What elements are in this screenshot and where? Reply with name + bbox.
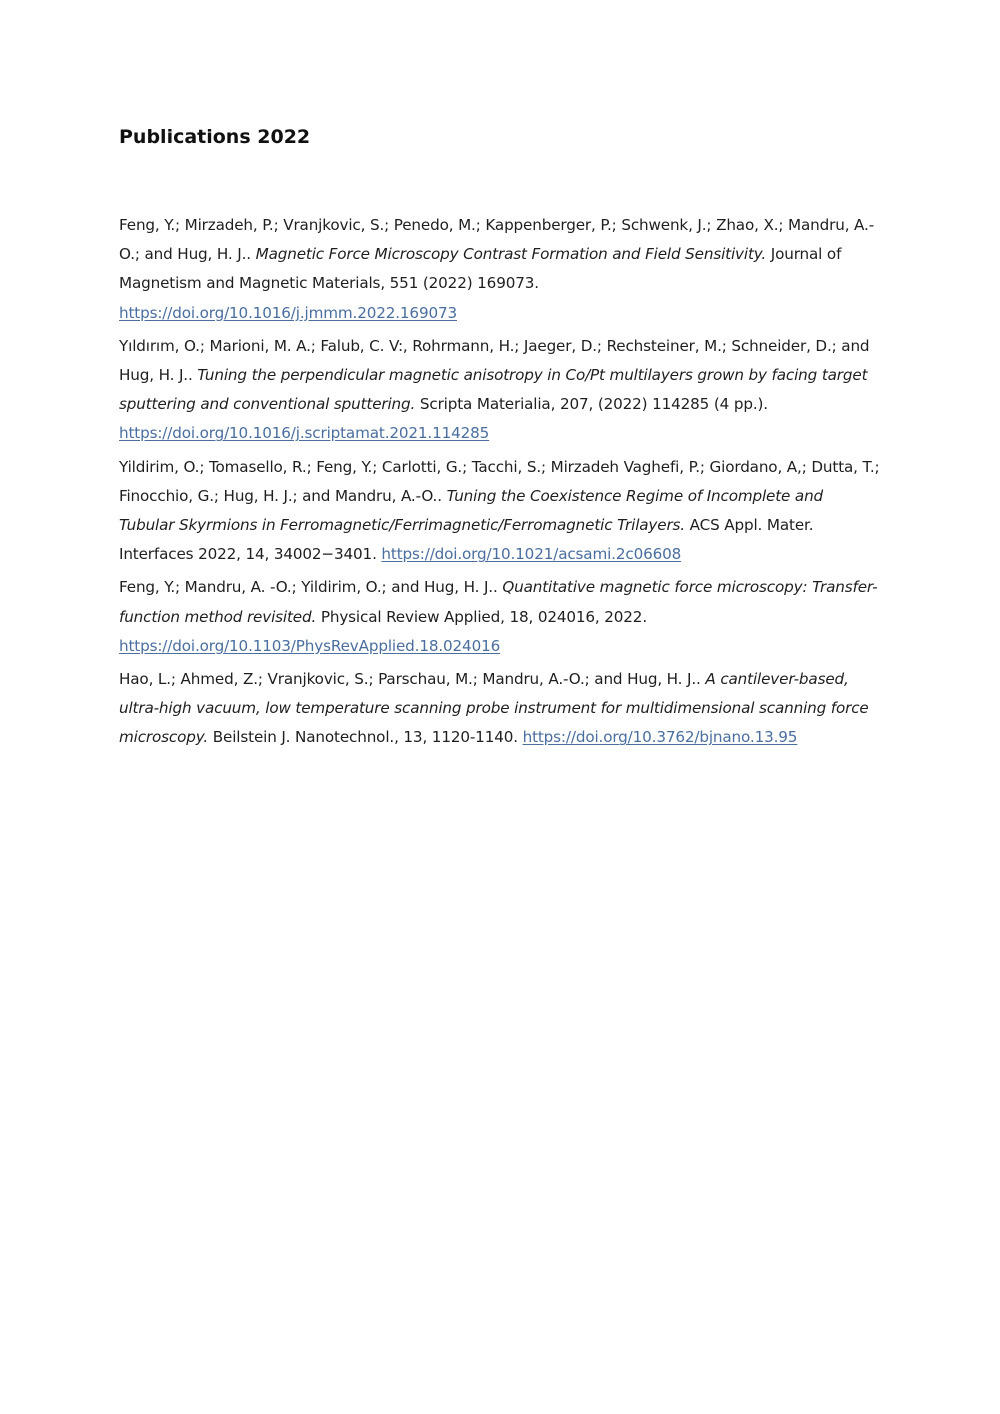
publication-list — [119, 211, 881, 757]
page-title: Publications 2022 — [119, 126, 311, 148]
publication-authors: Yildirim, O.; Tomasello, R.; Feng, Y.; Carlotti, G.; Tacchi, S.; Mirzadeh Vaghefi, P.; Giordano, A,; Dutta, T.; Finocchio, G.; Hug, H. J.; and Mandru, A.-O.. — [119, 457, 880, 505]
publication-source: Beilstein J. Nanotechnol., 13, 1120-1140. — [208, 728, 523, 747]
publication-entry — [119, 332, 881, 449]
publication-title: A cantilever-based, ultra-high vacuum, low temperature scanning probe instrument for multidimensional scanning force microscopy. — [119, 670, 869, 747]
publication-source: ACS Appl. Mater. Interfaces 2022, 14, 34002−3401. — [119, 516, 814, 564]
publication-source: Journal of Magnetism and Magnetic Materials, 551 (2022) 169073. — [119, 245, 842, 293]
publication-title: Quantitative magnetic force microscopy: Transfer-function method revisited. — [119, 578, 878, 626]
publication-authors: Feng, Y.; Mandru, A. -O.; Yildirim, O.; and Hug, H. J.. — [119, 578, 503, 597]
doi-link[interactable]: https://doi.org/10.1016/j.jmmm.2022.169073 — [119, 303, 457, 322]
publication-title: Tuning the perpendicular magnetic anisotropy in Co/Pt multilayers grown by facing target sputtering and conventional sputtering. — [119, 366, 868, 414]
publication-authors: Yıldırım, O.; Marioni, M. A.; Falub, C. V:, Rohrmann, H.; Jaeger, D.; Rechsteiner, M.; Schneider, D.; and Hug, H. J.. — [119, 336, 870, 385]
doi-link[interactable]: https://doi.org/10.1021/acsami.2c06608 — [381, 545, 682, 564]
publication-title: Tuning the Coexistence Regime of Incomplete and Tubular Skyrmions in Ferromagnetic/Ferrimagnetic/Ferromagnetic Trilayers. — [119, 486, 824, 535]
publication-authors: Hao, L.; Ahmed, Z.; Vranjkovic, S.; Parschau, M.; Mandru, A.-O.; and Hug, H. J.. — [119, 670, 706, 689]
doi-link[interactable]: https://doi.org/10.1016/j.scriptamat.2021.114285 — [119, 424, 490, 443]
publication-source: Scripta Materialia, 207, (2022) 114285 (4 pp.). — [415, 395, 768, 414]
publication-authors: Feng, Y.; Mirzadeh, P.; Vranjkovic, S.; Penedo, M.; Kappenberger, P.; Schwenk, J.; Zhao, X.; Mandru, A.-O.; and Hug, H. J.. — [119, 216, 875, 264]
publication-title: Magnetic Force Microscopy Contrast Formation and Field Sensitivity. — [255, 245, 767, 264]
publication-source: Physical Review Applied, 18, 024016, 2022. — [316, 607, 647, 626]
doi-link[interactable]: https://doi.org/10.3762/bjnano.13.95 — [522, 728, 798, 747]
publication-entry — [119, 453, 881, 570]
publication-entry — [119, 573, 881, 661]
publication-entry — [119, 665, 881, 753]
doi-link[interactable]: https://doi.org/10.1103/PhysRevApplied.18.024016 — [119, 636, 501, 655]
publication-entry — [119, 211, 881, 328]
